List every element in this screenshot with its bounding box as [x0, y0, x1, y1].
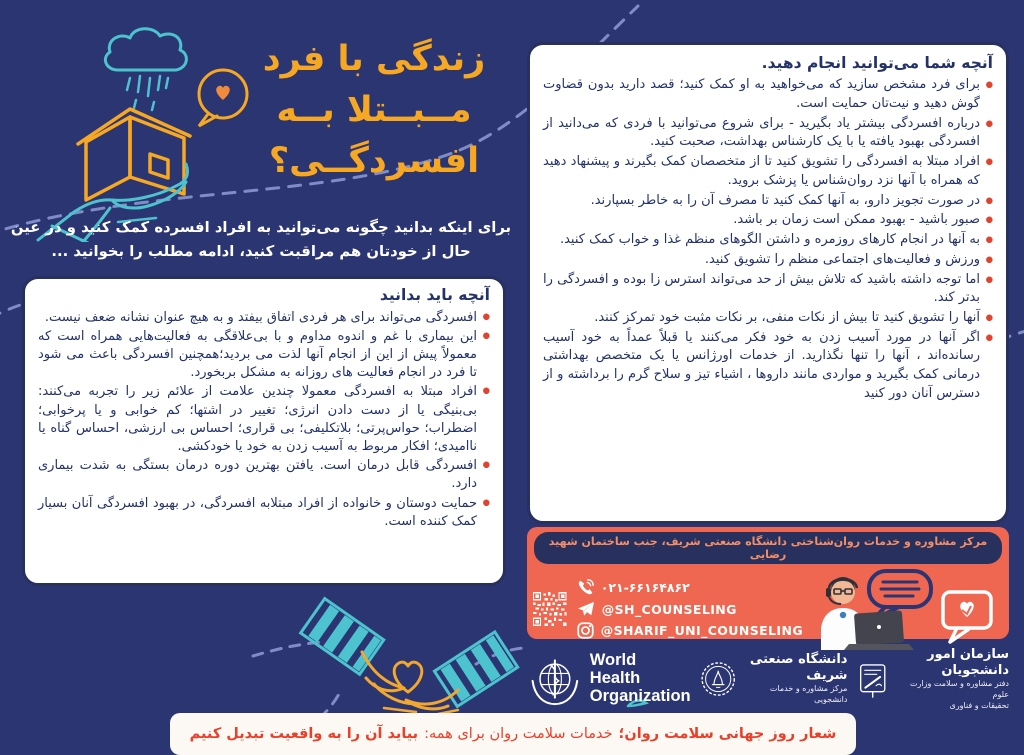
title-line: مــبــتلا بــه [276, 89, 472, 130]
bullet-item: ● صبور باشید - بهبود ممکن است زمان بر باشد. [543, 211, 993, 230]
phone-icon [577, 579, 594, 596]
bullet-item: ● افسردگی قابل درمان است. یافتن بهترین دوره درمان بستگی به شدت بیماری دارد. [38, 457, 490, 493]
slogan-middle: خدمات سلامت روان برای همه: [424, 726, 613, 742]
bullet-item: ● ورزش و فعالیت‌های اجتماعی منظم را تشویق کنید. [543, 251, 993, 270]
telegram-handle: @SH_COUNSELING [601, 601, 737, 617]
do-box-heading: آنچه شما می‌توانید انجام دهید. [761, 54, 993, 72]
who-name: World Health Organization [589, 651, 691, 705]
instagram-row [577, 622, 803, 639]
sharif-logo [700, 652, 848, 706]
slogan-banner [170, 713, 856, 755]
address-pill: مرکز مشاوره و خدمات روان‌شناختی دانشگاه صنعتی شریف، جنب ساختمان شهید رضایی [534, 532, 1002, 564]
title-line: افسردگــی؟ [268, 140, 480, 181]
bullet-item: ● اما توجه داشته باشید که تلاش بیش از حد می‌تواند استرس زا بوده و افسردگی را بدتر کند. [543, 271, 993, 308]
phone-number: ۰۲۱-۶۶۱۶۴۸۶۲ [600, 580, 690, 595]
who-logo [527, 651, 691, 707]
rain-cloud-icon [105, 29, 186, 110]
student-affairs-name: سازمان امور دانشجویان [927, 646, 1009, 678]
qr-code [533, 580, 567, 638]
slogan-tail: بیاید آن را به واقعیت تبدیل کنیم [189, 726, 419, 742]
instagram-icon [577, 622, 594, 639]
counselor-illustration [813, 568, 999, 650]
bullet-item: ● درباره افسردگی بیشتر یاد بگیرید - برای شروع می‌توانید با فردی که می‌دانید از افسردگی بهبود یافته یا با یک کارشناس بهداشت، صحبت کنید. [543, 115, 993, 152]
instagram-handle: @SHARIF_UNI_COUNSELING [600, 623, 803, 638]
heart-bubble-icon [943, 592, 991, 642]
bullet-item: ● آنها را تشویق کنید تا بیش از نکات منفی، بر نکات مثبت خود تمرکز کنند. [543, 309, 993, 328]
slogan-lead: شعار روز جهانی سلامت روان؛ [618, 726, 837, 742]
student-affairs-emblem-icon [856, 651, 889, 707]
bullet-item: ● حمایت دوستان و خانواده از افراد مبتلابه افسردگی، در بهبود افسردگی آنان بسیار کمک کننده است. [38, 495, 490, 531]
who-emblem-icon [527, 651, 583, 707]
student-affairs-logo [856, 647, 1009, 712]
student-affairs-subtitle: دفتر مشاوره و سلامت وزارت علوم تحقیقات و فناوری [910, 679, 1009, 710]
intro-text: برای اینکه بدانید چگونه می‌توانید به افراد افسرده کمک کنید و در عین حال از خودتان هم مراقبت کنید، ادامه مطلب را بخوانید ... [10, 219, 512, 261]
contact-list [577, 579, 803, 639]
bullet-item: ● در صورت تجویز دارو، به آنها کمک کنید تا مصرف آن را به خاطر بسپارند. [543, 192, 993, 211]
phone-row [577, 579, 803, 596]
poster-title [228, 34, 520, 186]
counselor-illustration-svg [813, 568, 999, 650]
sharif-logo-text [743, 652, 847, 706]
left-sleeve [301, 599, 384, 675]
contact-banner-row [527, 567, 1009, 650]
do-box-bullet-list [543, 76, 993, 403]
right-sleeve [434, 632, 517, 706]
telegram-icon [577, 601, 595, 617]
bullet-item: ● به آنها در انجام کارهای روزمره و داشتن الگوهای منظم غذا و خواب کمک کنید. [543, 231, 993, 250]
bullet-item: ● افراد مبتلا به افسردگی معمولا چندین علامت از علائم زیر را تجربه می‌کنند: بی‌بنیگی یا از دست دادن انرژی؛ تغییر در اشتها؛ کم خوابی و یا پرخوابی؛ اضطراب؛ حواس‌پرتی؛ بلاتکلیفی؛ بی قراری؛ احساس بی ارزشی، احساس گناه یا ناامیدی؛ افکار مربوط به آسیب زدن به خود یا خودکشی. [38, 383, 490, 456]
contact-banner [527, 527, 1009, 639]
know-box-bullet-list [38, 309, 490, 531]
logos-row [527, 644, 1009, 714]
telegram-row [577, 601, 803, 617]
sharif-subtitle: مرکز مشاوره و خدمات دانشجویی [769, 684, 848, 705]
know-box-heading: آنچه باید بدانید [379, 286, 490, 304]
bullet-item: ● افسردگی می‌تواند برای هر فردی اتفاق بیفتد و به هیچ عنوان نشانه ضعف نیست. [38, 309, 490, 327]
hands-heart-illustration [288, 592, 528, 722]
sharif-name: دانشگاه صنعتی شریف [749, 651, 848, 684]
bullet-item: ● اگر آنها در مورد آسیب زدن به خود فکر می‌کنند یا قبلاً عمداً به خود آسیب رسانده‌اند ، آنها را تنها نگذارید. از خدمات اورژانس یا یک متخصص بهداشتی درمانی کمک بگیرید و مواردی مانند داروها ، اشیاء تیز و سلاح گرم را برداشته و از دسترس آنان دور کنید [543, 329, 993, 404]
bullet-item: ● برای فرد مشخص سازید که می‌خواهید به او کمک کنید؛ قصد دارید بدون قضاوت گوش دهید و نیت‌تان حمایت است. [543, 76, 993, 113]
bullet-item: ● افراد مبتلا به افسردگی را تشویق کنید تا از متخصصان کمک بگیرند و پیشنهاد دهید که همراه با آنها نزد روان‌شناس یا پزشک بروید. [543, 153, 993, 190]
sharif-emblem-icon [700, 654, 736, 704]
what-you-can-do-box [527, 42, 1009, 524]
bullet-item: ● این بیماری با غم و اندوه مداوم و با بی‌علاقگی به فعالیت‌هایی همراه است که معمولاً پیش از این از انجام آنها لذت می بردید؛همچنین افسردگی باعث می شود تا فرد در انجام فعالیت های روزانه به مشکل بربخورد. [38, 328, 490, 383]
what-to-know-box [22, 276, 506, 586]
title-line: زندگی با فرد [262, 39, 486, 79]
student-affairs-text [897, 647, 1009, 712]
